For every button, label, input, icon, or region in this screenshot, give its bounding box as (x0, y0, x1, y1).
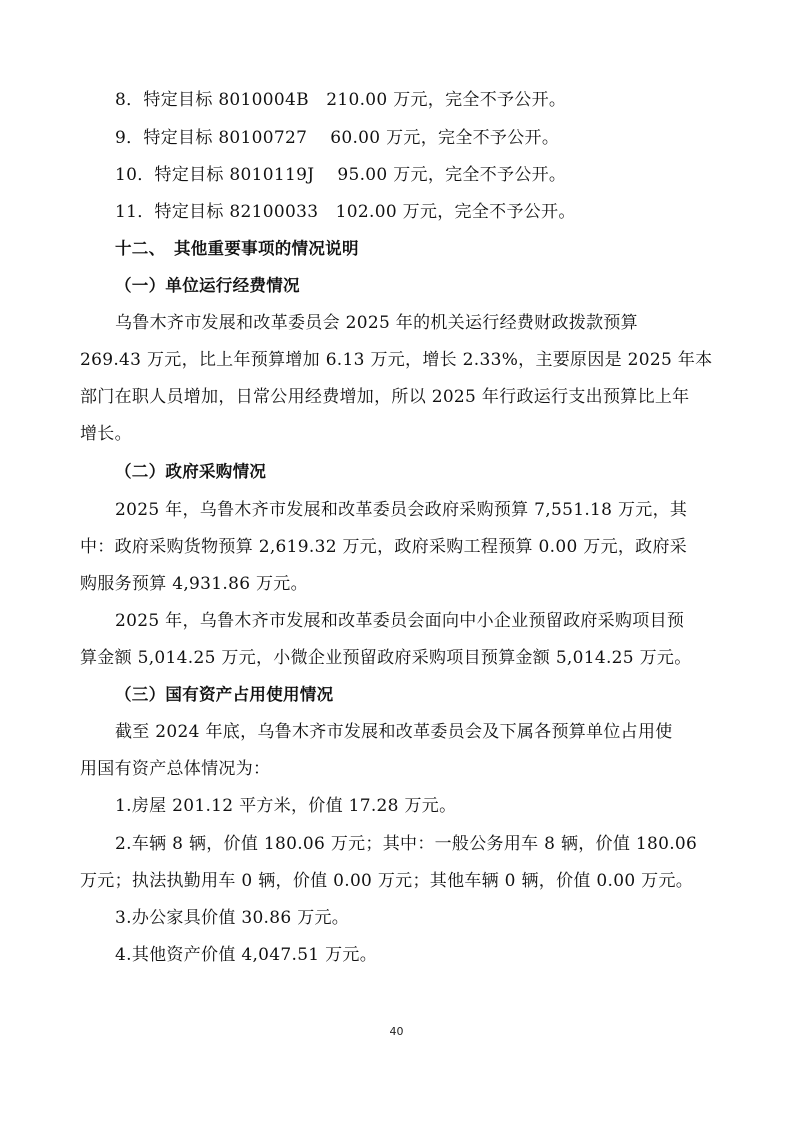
paragraph-line: 269.43 万元，比上年预算增加 6.13 万元，增长 2.33%，主要原因是 2025 年本 (80, 350, 713, 370)
section-heading-12: 十二、 其他重要事项的情况说明 (115, 239, 359, 258)
paragraph-line: 算金额 5,014.25 万元，小微企业预留政府采购项目预算金额 5,014.25 万元。 (80, 648, 692, 668)
item-8: 8．特定目标 8010004B 210.00 万元，完全不予公开。 (115, 90, 567, 110)
subsection-heading-3: （三）国有资产占用使用情况 (115, 685, 334, 704)
paragraph-line: 2025 年，乌鲁木齐市发展和改革委员会政府采购预算 7,551.18 万元，其 (115, 500, 688, 520)
asset-item-4: 4.其他资产价值 4,047.51 万元。 (115, 945, 378, 965)
subsection-heading-2: （二）政府采购情况 (115, 462, 267, 481)
subsection-heading-1: （一）单位运行经费情况 (115, 276, 300, 295)
paragraph-line: 中：政府采购货物预算 2,619.32 万元，政府采购工程预算 0.00 万元，政府采 (80, 537, 688, 557)
item-10: 10．特定目标 8010119J 95.00 万元，完全不予公开。 (115, 165, 567, 185)
paragraph-line: 万元；执法执勤用车 0 辆，价值 0.00 万元；其他车辆 0 辆，价值 0.00 万元。 (80, 871, 694, 891)
item-9: 9．特定目标 80100727 60.00 万元，完全不予公开。 (115, 128, 560, 148)
item-11: 11．特定目标 82100033 102.00 万元，完全不予公开。 (115, 202, 576, 222)
paragraph-line: 2025 年，乌鲁木齐市发展和改革委员会面向中小企业预留政府采购项目预 (115, 611, 685, 631)
asset-item-2: 2.车辆 8 辆，价值 180.06 万元；其中：一般公务用车 8 辆，价值 180.06 (115, 834, 698, 854)
asset-item-3: 3.办公家具价值 30.86 万元。 (115, 908, 350, 928)
paragraph-line: 截至 2024 年底，乌鲁木齐市发展和改革委员会及下属各预算单位占用使 (115, 722, 673, 742)
paragraph-line: 部门在职人员增加，日常公用经费增加，所以 2025 年行政运行支出预算比上年 (80, 387, 690, 407)
paragraph-line: 用国有资产总体情况为： (80, 759, 271, 779)
paragraph-line: 增长。 (80, 424, 132, 444)
paragraph-line: 乌鲁木齐市发展和改革委员会 2025 年的机关运行经费财政拨款预算 (115, 313, 638, 333)
paragraph-line: 购服务预算 4,931.86 万元。 (80, 574, 308, 594)
page-number: 40 (389, 1025, 404, 1038)
asset-item-1: 1.房屋 201.12 平方米，价值 17.28 万元。 (115, 796, 457, 816)
